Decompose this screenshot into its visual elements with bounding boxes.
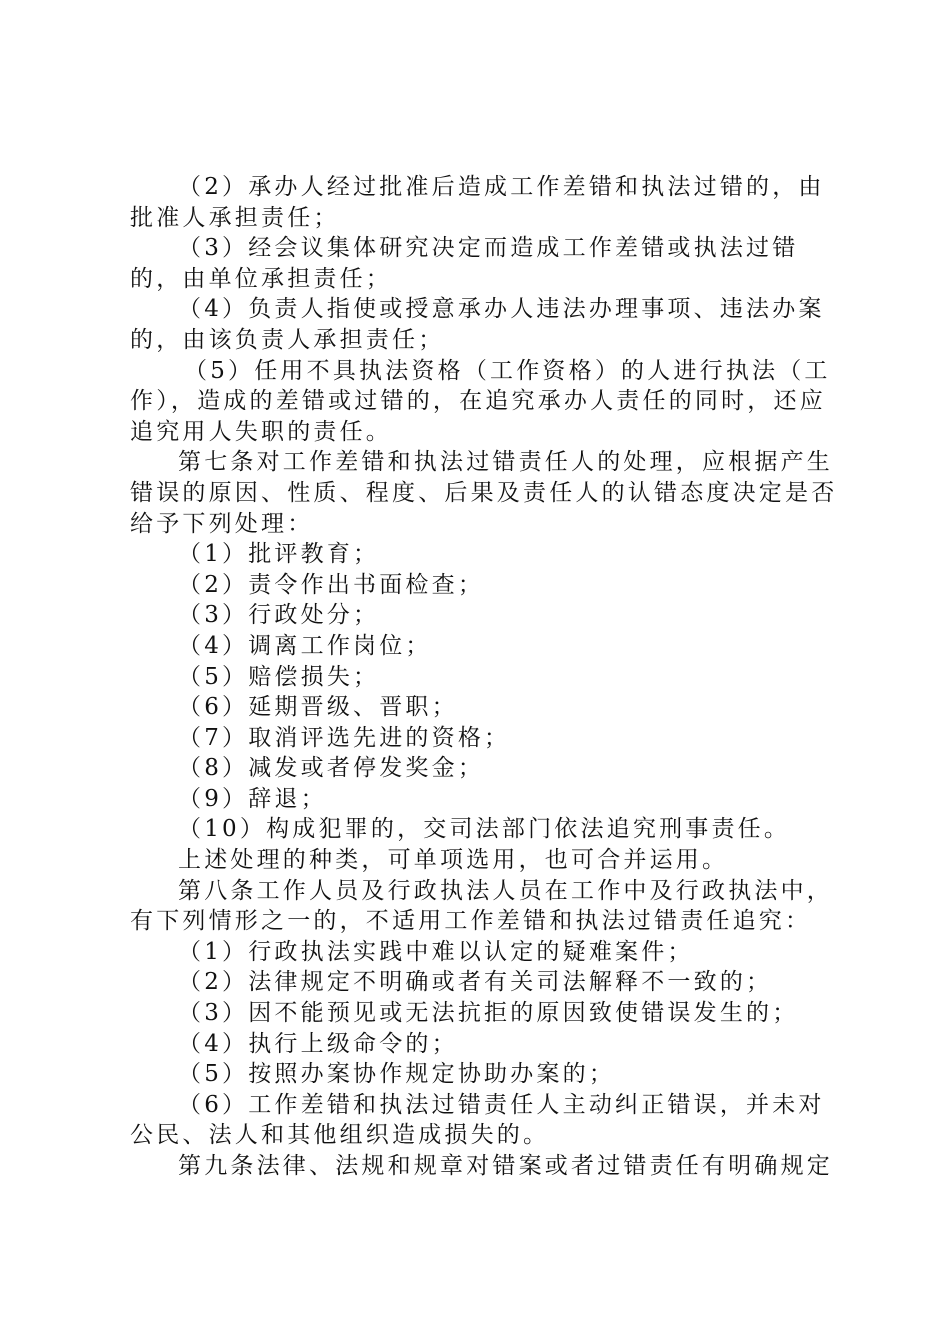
list-item-penalty-1: （1）批评教育；	[178, 541, 380, 568]
list-item-exemption-1: （1）行政执法实践中难以认定的疑难案件；	[178, 938, 694, 965]
paragraph-item-2: （2）承办人经过批准后造成工作差错和执法过错的，由批准人承担责任；	[130, 174, 825, 231]
paragraph-item-5: （5）任用不具执法资格（工作资格）的人进行执法（工作），造成的差错或过错的，在追究承办人责任的同时，还应追究用人失职的责任。	[130, 357, 831, 445]
list-item-exemption-5: （5）按照办案协作规定协助办案的；	[178, 1061, 616, 1088]
list-item-exemption-4: （4）执行上级命令的；	[178, 1030, 458, 1057]
paragraph-item-3: （3）经会议集体研究决定而造成工作差错或执法过错的，由单位承担责任；	[130, 235, 799, 292]
paragraph-article-8: 第八条工作人员及行政执法人员在工作中及行政执法中，有下列情形之一的，不适用工作差错和执法过错责任追究：	[130, 877, 833, 935]
paragraph-article-7: 第七条对工作差错和执法过错责任人的处理，应根据产生错误的原因、性质、程度、后果及责任人的认错态度决定是否给予下列处理：	[130, 449, 838, 537]
list-item-penalty-2: （2）责令作出书面检查；	[178, 571, 485, 598]
list-item-penalty-5: （5）赔偿损失；	[178, 663, 380, 690]
document-body	[130, 172, 845, 1182]
list-item-penalty-9: （9）辞退；	[178, 785, 327, 812]
paragraph-article-9: 第九条法律、法规和规章对错案或者过错责任有明确规定	[178, 1153, 833, 1179]
list-item-penalty-4: （4）调离工作岗位；	[178, 632, 432, 659]
list-item-penalty-3: （3）行政处分；	[178, 602, 380, 629]
list-item-exemption-2: （2）法律规定不明确或者有关司法解释不一致的；	[178, 969, 773, 996]
paragraph-item-4: （4）负责人指使或授意承办人违法办理事项、违法办案的，由该负责人承担责任；	[130, 296, 825, 353]
list-item-penalty-6: （6）延期晋级、晋职；	[178, 694, 458, 721]
paragraph-penalty-note: 上述处理的种类，可单项选用，也可合并运用。	[178, 847, 729, 874]
list-item-exemption-6: （6）工作差错和执法过错责任人主动纠正错误，并未对公民、法人和其他组织造成损失的。	[130, 1091, 825, 1149]
list-item-exemption-3: （3）因不能预见或无法抗拒的原因致使错误发生的；	[178, 1000, 799, 1027]
list-item-penalty-7: （7）取消评选先进的资格；	[178, 724, 511, 751]
list-item-penalty-10: （10）构成犯罪的，交司法部门依法追究刑事责任。	[178, 816, 791, 843]
list-item-penalty-8: （8）减发或者停发奖金；	[178, 755, 485, 782]
